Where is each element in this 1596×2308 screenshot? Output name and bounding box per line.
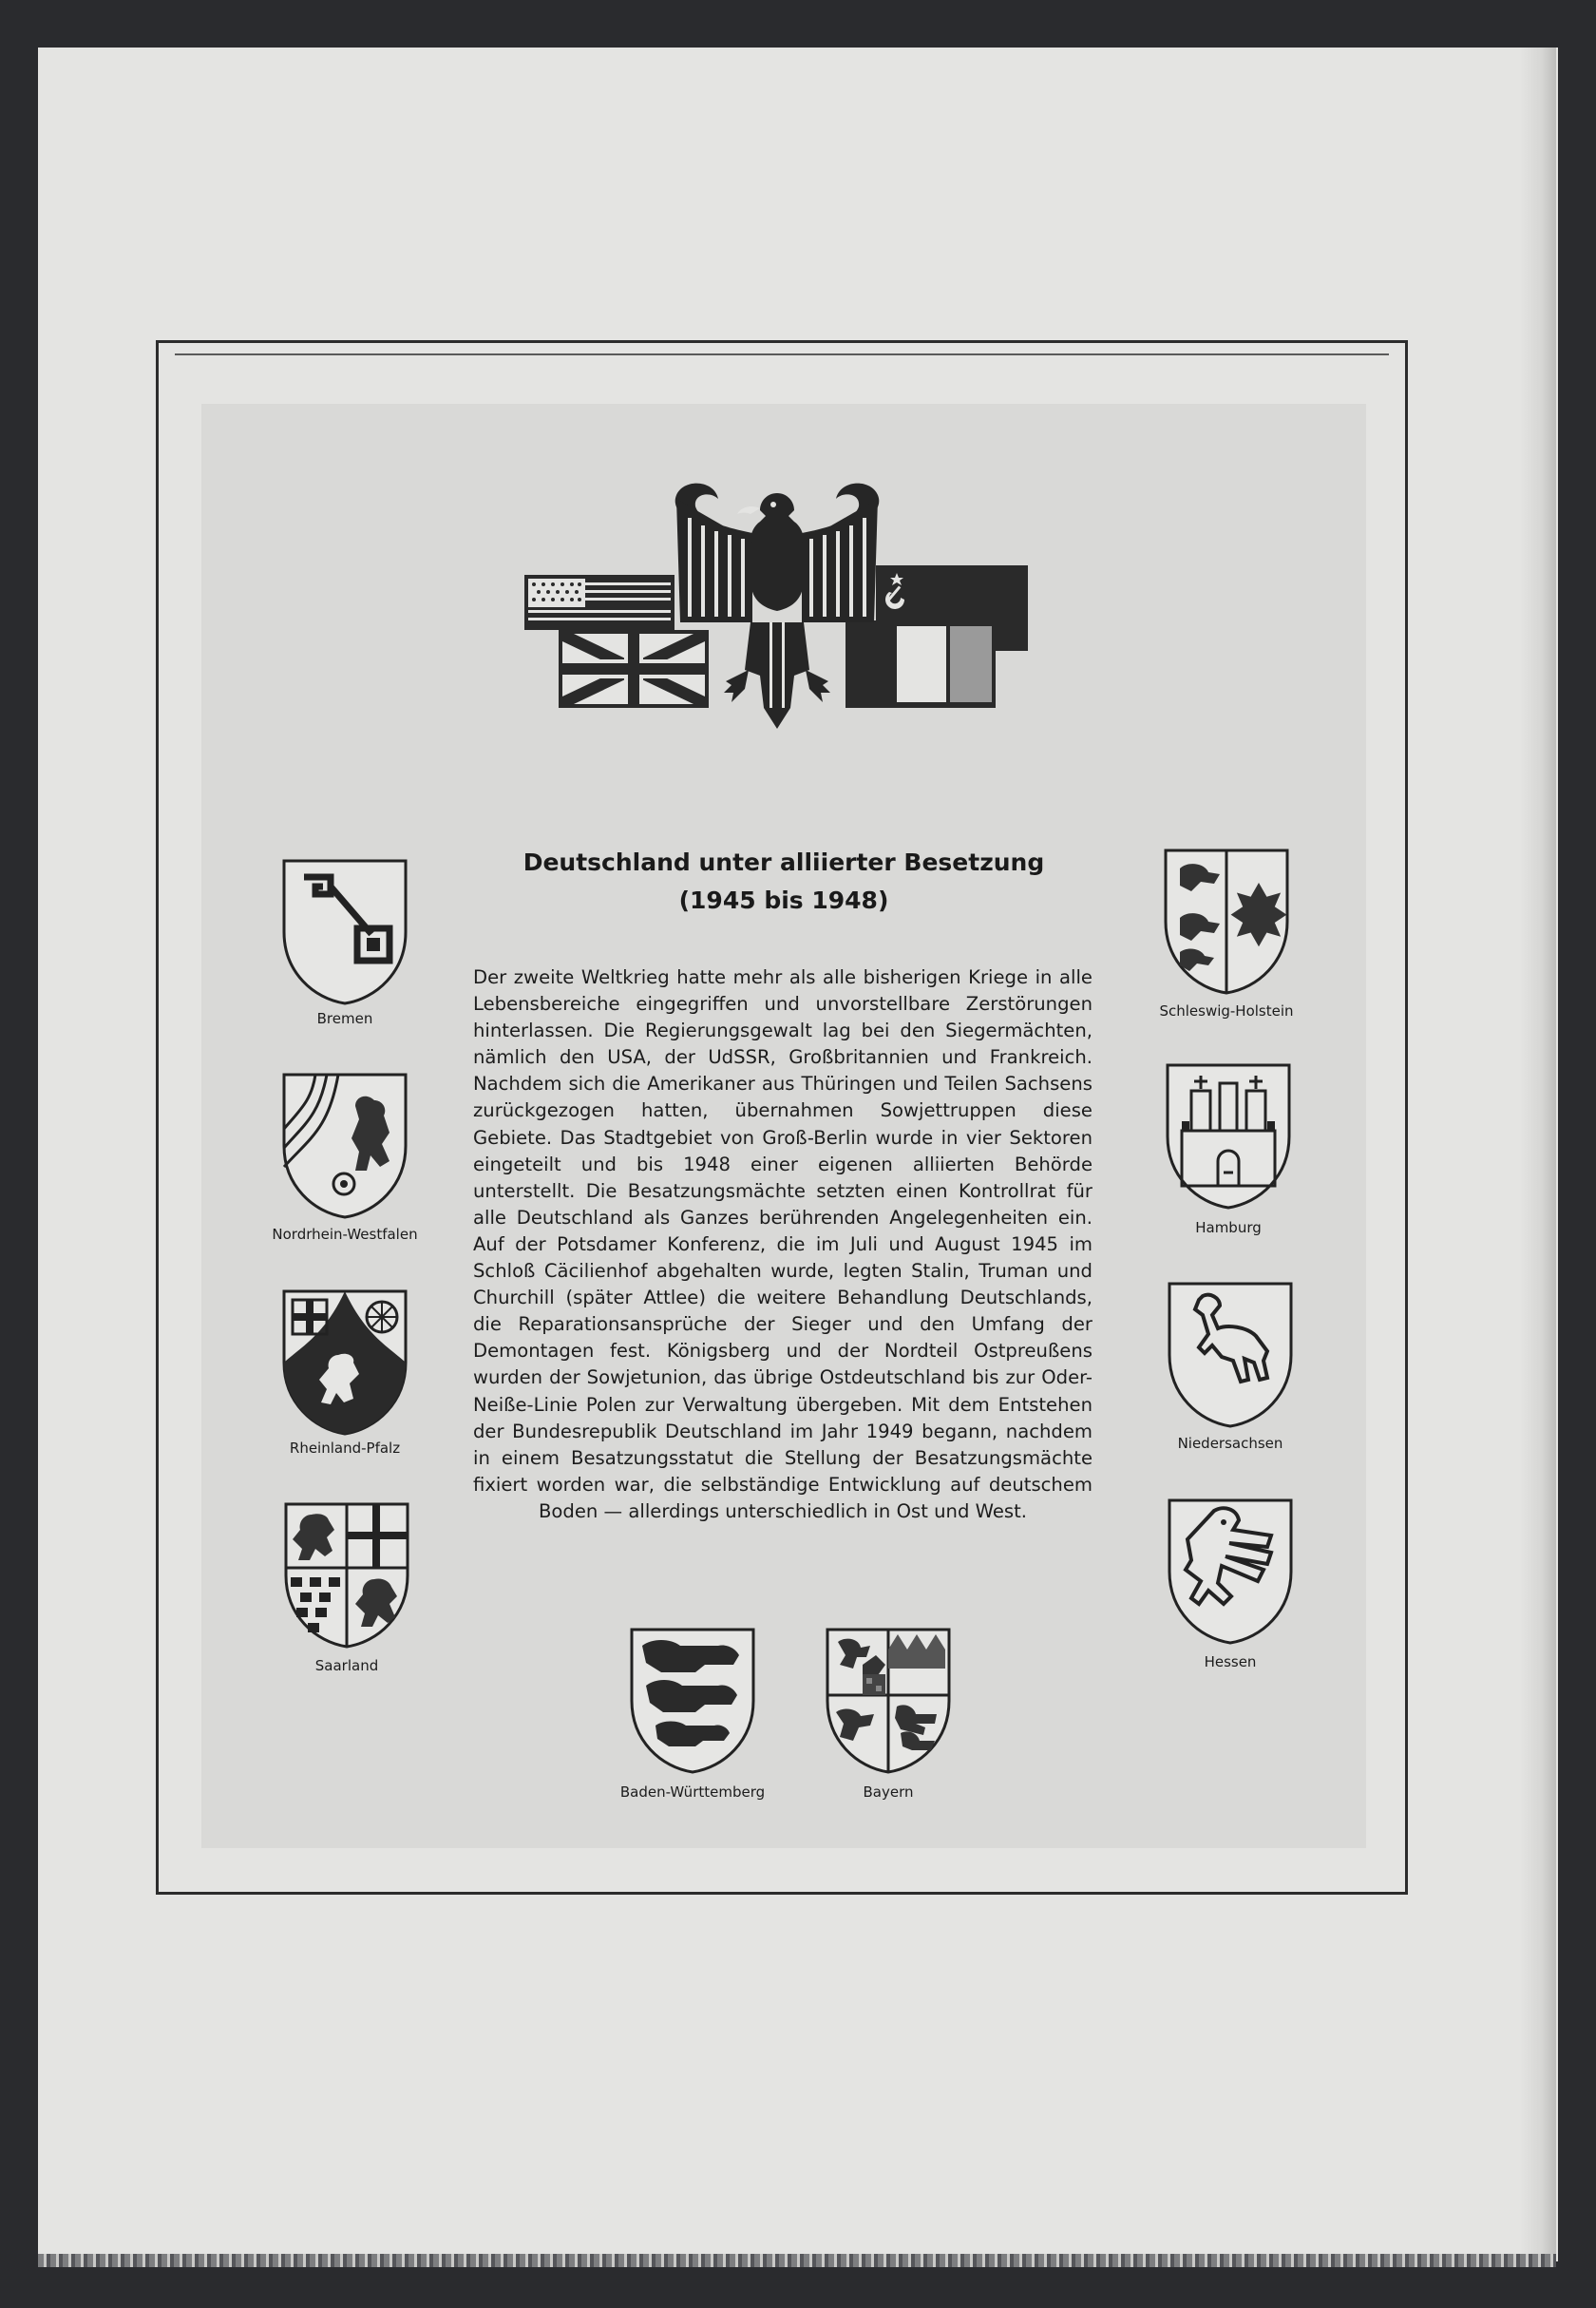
eagle-flags-emblem xyxy=(524,480,1030,734)
rheinland-pfalz-coat-of-arms-icon xyxy=(281,1288,408,1437)
label-schleswig-holstein: Schleswig-Holstein xyxy=(1159,1002,1294,1020)
label-saarland: Saarland xyxy=(314,1657,379,1674)
bremen-coat-of-arms-icon xyxy=(281,858,408,1006)
label-rheinland-pfalz: Rheinland-Pfalz xyxy=(289,1440,401,1457)
uk-flag-icon xyxy=(559,630,709,708)
saarland-coat-of-arms-icon xyxy=(283,1501,410,1650)
label-bremen: Bremen xyxy=(316,1010,373,1027)
bayern-coat-of-arms-icon xyxy=(825,1627,952,1775)
sleeve-edge xyxy=(1520,48,1556,2261)
baden-wuerttemberg-coat-of-arms-icon xyxy=(629,1627,756,1775)
label-hessen: Hessen xyxy=(1204,1653,1257,1670)
hessen-coat-of-arms-icon xyxy=(1167,1497,1294,1646)
label-bayern: Bayern xyxy=(863,1783,914,1801)
hamburg-coat-of-arms-icon xyxy=(1165,1062,1292,1211)
title-line-1: Deutschland unter alliierter Besetzung xyxy=(522,849,1045,876)
label-hamburg: Hamburg xyxy=(1195,1219,1262,1236)
france-flag-icon xyxy=(846,620,996,708)
label-baden-wuerttemberg: Baden-Württemberg xyxy=(619,1783,766,1801)
nrw-coat-of-arms-icon xyxy=(281,1072,408,1220)
sleeve-bottom-strip xyxy=(38,2254,1556,2267)
schleswig-holstein-coat-of-arms-icon xyxy=(1163,848,1290,996)
label-niedersachsen: Niedersachsen xyxy=(1177,1435,1283,1452)
page-title xyxy=(446,844,1121,920)
frame-top-rule xyxy=(175,353,1389,355)
title-line-2: (1945 bis 1948) xyxy=(678,887,889,914)
history-paragraph: Der zweite Weltkrieg hatte mehr als alle bisherigen Kriege in alle Lebensbereiche eingegriffen und unvorstellbare Zerstörungen hinterlassen. Die Regierungsgewalt lag bei den Siegermächten, nämlich den USA, der UdSSR, Großbritannien und Frankreich. Nachdem sich die Amerikaner aus Thüringen und Teilen Sachsens zurückgezogen hatten, übernahmen Sowjettruppen diese Gebiete. Das Stadtgebiet von Groß-Berlin wurde in vier Sektoren eingeteilt und bis 1948 einer eigenen alliierten Behörde unterstellt. Die Besatzungsmächte setzten einen Kontrollrat für alle Deutschland als Ganzes berührenden Angelegenheiten ein. Auf der Potsdamer Konferenz, die im Juli und August 1945 im Schloß Cäcilienhof abgehalten wurde, legten Stalin, Truman und Churchill (später Attlee) die weitere Behandlung Deutschlands, die Reparationsansprüche der Sieger und den Umfang der Demontagen fest. Königsberg und der Nordteil Ostpreußens wurden der Sowjetunion, das übrige Ostdeutschland bis zur Oder-Neiße-Linie Polen zur Verwaltung übergeben. Mit dem Entstehen der Bundesrepublik Deutschland im Jahr 1949 begann, nachdem in einem Besatzungsstatut die Stellung der Besatzungsmächte fixiert worden war, die selbständige Entwicklung auf deutschem Boden — allerdings unterschiedlich in Ost und West. xyxy=(473,966,1092,1522)
label-nordrhein-westfalen: Nordrhein-Westfalen xyxy=(272,1226,418,1243)
niedersachsen-coat-of-arms-icon xyxy=(1167,1281,1294,1429)
usa-flag-icon xyxy=(524,575,674,630)
